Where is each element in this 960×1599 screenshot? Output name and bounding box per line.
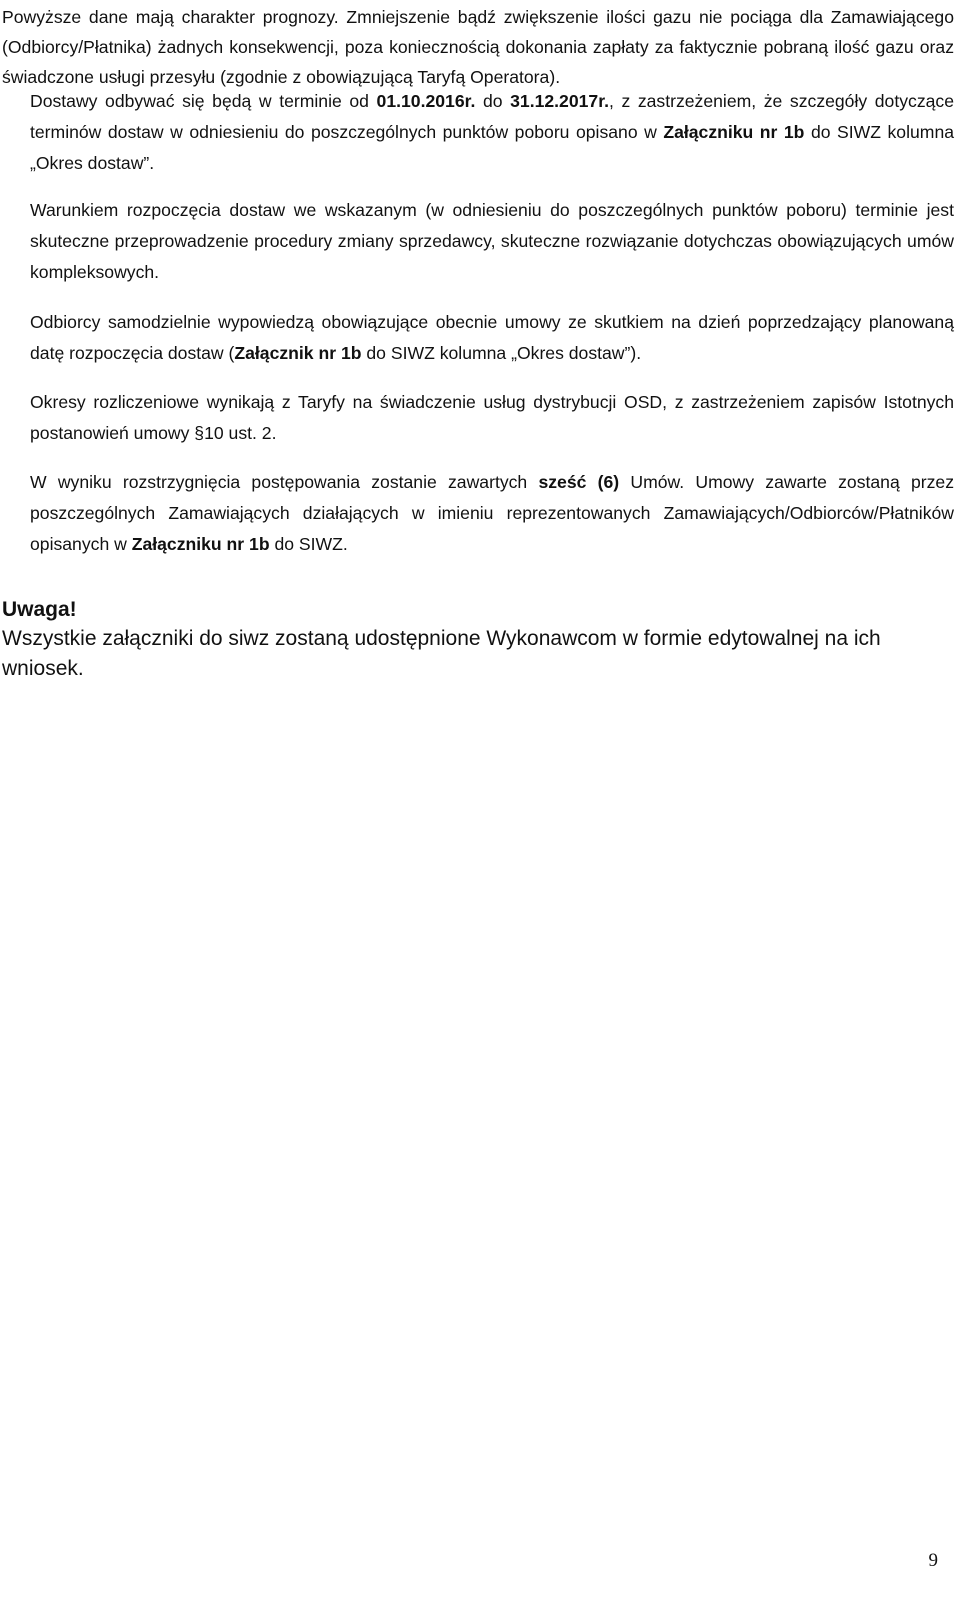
list-item-4 xyxy=(2,86,954,179)
note-text: Wszystkie załączniki do siwz zostaną udostępnione Wykonawcom w formie edytowalnej na ich wniosek. xyxy=(2,627,881,680)
item-6-text-a: Odbiorcy samodzielnie wypowiedzą obowiązujące obecnie umowy ze skutkiem na dzień poprzedzający planowaną datę rozpoczęcia dostaw ( xyxy=(30,312,954,363)
list-item-6 xyxy=(2,307,954,369)
item-7-text: Okresy rozliczeniowe wynikają z Taryfy na świadczenie usług dystrybucji OSD, z zastrzeżeniem zapisów Istotnych postanowień umowy §10 ust. 2. xyxy=(30,392,954,443)
item-5-text: Warunkiem rozpoczęcia dostaw we wskazanym (w odniesieniu do poszczególnych punktów poboru) terminie jest skuteczne przeprowadzenie procedury zmiany sprzedawcy, skuteczne rozwiązanie dotychczas obowiązujących umów kompleksowych. xyxy=(30,200,954,282)
intro-paragraph xyxy=(2,2,954,92)
page-number: 9 xyxy=(928,1550,938,1571)
note-title: Uwaga! xyxy=(2,598,77,621)
list-item-5 xyxy=(2,195,954,288)
attachment-reference: Załączniku nr 1b xyxy=(131,534,270,554)
item-4-text-d: do SIWZ kolumna „Okres dostaw”. xyxy=(30,122,955,173)
item-number xyxy=(2,467,30,498)
item-4-text-c: , z zastrzeżeniem, że szczegóły dotyczące terminów dostaw w odniesieniu do poszczególnych punktów poboru opisano w xyxy=(30,91,954,142)
intro-text: Powyższe dane mają charakter prognozy. Zmniejszenie bądź zwiększenie ilości gazu nie pociąga dla Zamawiającego (Odbiorcy/Płatnika) żadnych konsekwencji, poza koniecznością dokonania zapłaty za faktycznie pobraną ilość gazu oraz świadczone usługi przesyłu (zgodnie z obowiązującą Taryfą Operatora). xyxy=(2,7,954,87)
attachment-reference: Załączniku nr 1b xyxy=(663,122,805,142)
attachment-reference: Załącznik nr 1b xyxy=(234,343,362,363)
item-4-text-b: do xyxy=(475,91,511,111)
date-to: 31.12.2017r. xyxy=(510,91,609,111)
list-item-8 xyxy=(2,467,954,560)
list-item-7 xyxy=(2,387,954,449)
item-number xyxy=(2,307,30,338)
item-8-text-a: W wyniku rozstrzygnięcia postępowania zostanie zawartych xyxy=(30,472,539,492)
item-6-text-b: do SIWZ kolumna „Okres dostaw”). xyxy=(361,343,642,363)
item-4-text-a: Dostawy odbywać się będą w terminie od xyxy=(30,91,377,111)
date-from: 01.10.2016r. xyxy=(376,91,476,111)
item-number xyxy=(2,387,30,418)
item-number xyxy=(2,86,30,117)
item-8-text-b: Umów. Umowy zawarte zostaną przez poszczególnych Zamawiających działających w imieniu reprezentowanych Zamawiających/Odbiorców/Płatników opisanych w xyxy=(30,472,954,554)
item-8-text-c: do SIWZ. xyxy=(269,534,348,554)
contract-count: sześć (6) xyxy=(538,472,620,492)
item-number xyxy=(2,195,30,226)
